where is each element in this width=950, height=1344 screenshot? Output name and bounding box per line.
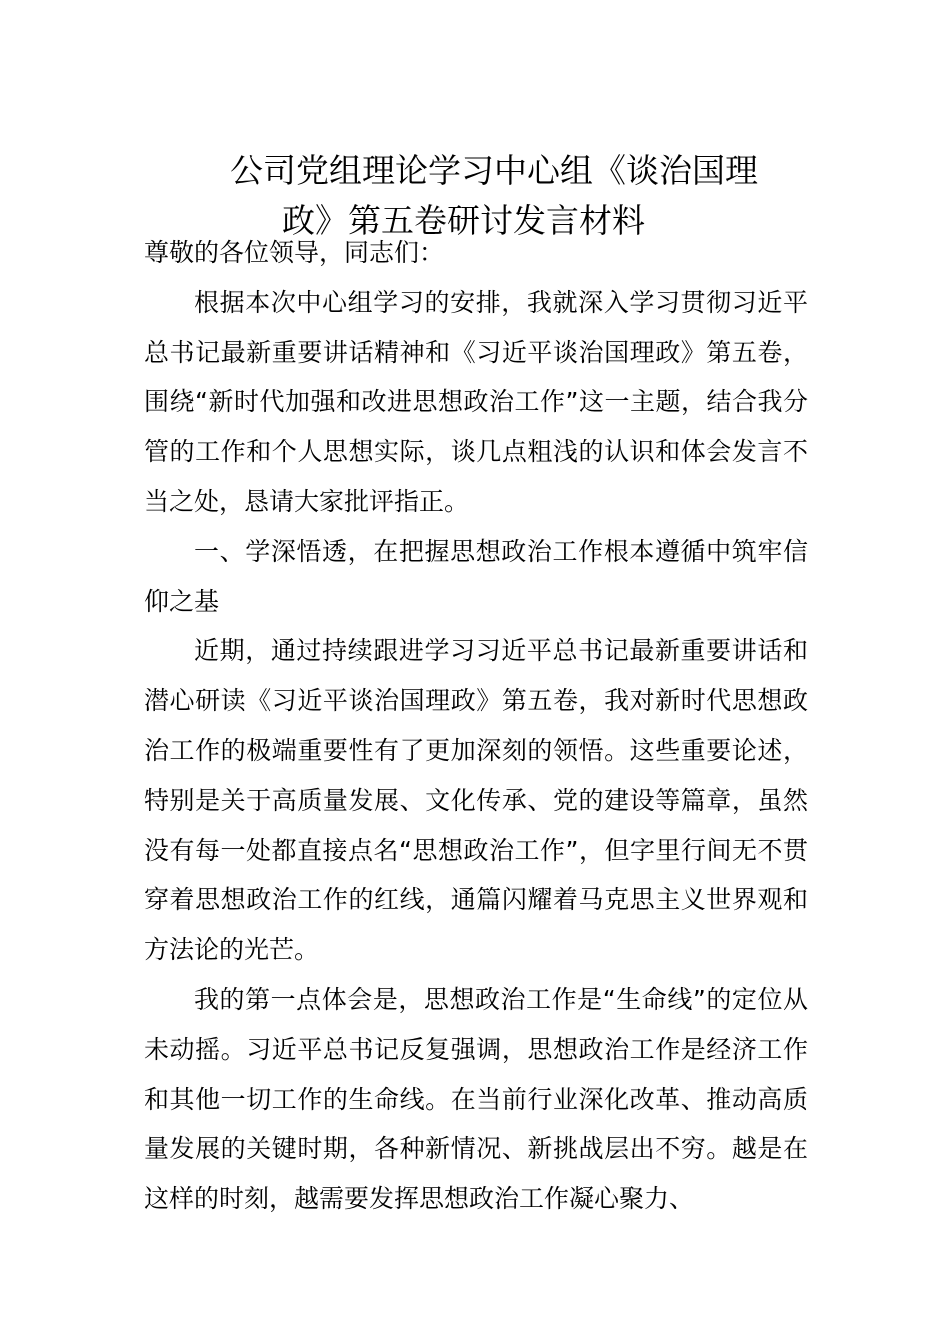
document-body (144, 228, 808, 1224)
salutation: 尊敬的各位领导，同志们： (144, 238, 445, 267)
paragraph-intro: 根据本次中心组学习的安排，我就深入学习贯彻习近平总书记最新重要讲话精神和《习近平谈治国理政》第五卷，围绕“新时代加强和改进思想政治工作”这一主题，结合我分管的工作和个人思想实际，谈几点粗浅的认识和体会发言不当之处，恳请大家批评指正。 (144, 287, 808, 516)
section-heading-1: 一、学深悟透，在把握思想政治工作根本遵循中筑牢信仰之基 (144, 536, 808, 616)
paragraph-first-insight: 我的第一点体会是，思想政治工作是“生命线”的定位从未动摇。习近平总书记反复强调，思想政治工作是经济工作和其他一切工作的生命线。在当前行业深化改革、推动高质量发展的关键时期，各种新情况、新挑战层出不穷。越是在这样的时刻，越需要发挥思想政治工作凝心聚力、 (144, 984, 808, 1214)
title-line-2: 政》第五卷研讨发言材料 (282, 201, 645, 241)
paragraph-study-reflection: 近期，通过持续跟进学习习近平总书记最新重要讲话和潜心研读《习近平谈治国理政》第五卷，我对新时代思想政治工作的极端重要性有了更加深刻的领悟。这些重要论述，特别是关于高质量发展、文化传承、党的建设等篇章，虽然没有每一处都直接点名“思想政治工作”，但字里行间无不贯穿着思想政治工作的红线，通篇闪耀着马克思主义世界观和方法论的光芒。 (144, 636, 808, 965)
title-line-1: 公司党组理论学习中心组《谈治国理 (230, 151, 758, 191)
